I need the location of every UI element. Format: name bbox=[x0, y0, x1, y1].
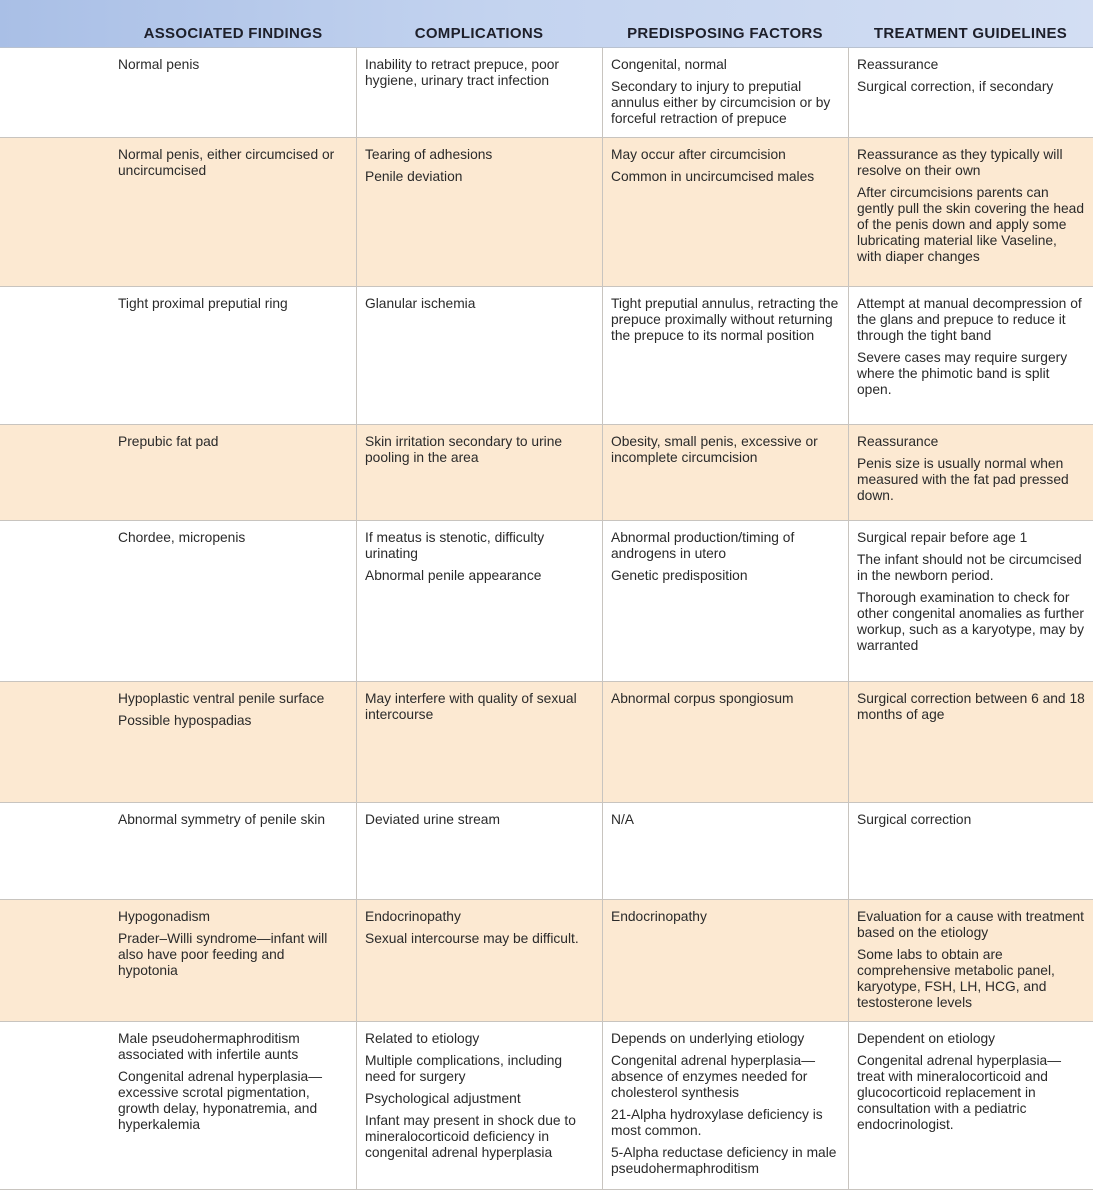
row-gutter bbox=[0, 287, 110, 424]
cell-paragraph: Normal penis bbox=[118, 57, 200, 72]
header-treatment-guidelines: TREATMENT GUIDELINES bbox=[873, 25, 1068, 42]
table-header bbox=[0, 0, 1093, 48]
row-gutter bbox=[0, 48, 110, 137]
cell-paragraph: Severe cases may require surgery where the phimotic band is split open. bbox=[857, 350, 1068, 397]
cell-paragraph: Dependent on etiology bbox=[857, 1031, 996, 1046]
cell-paragraph: Penis size is usually normal when measured with the fat pad pressed down. bbox=[857, 456, 1069, 503]
cell-treatment-guidelines bbox=[848, 900, 1093, 1021]
cell-paragraph: Secondary to injury to preputial annulus either by circumcision or by forceful retraction of prepuce bbox=[611, 79, 831, 126]
cell-paragraph: Abnormal production/timing of androgens in utero bbox=[611, 530, 795, 561]
cell-paragraph: Deviated urine stream bbox=[365, 812, 500, 827]
cell-paragraph: Normal penis, either circumcised or uncircumcised bbox=[118, 147, 335, 178]
cell-paragraph: If meatus is stenotic, difficulty urinating bbox=[365, 530, 545, 561]
table-row bbox=[0, 425, 1093, 521]
header-complications: COMPLICATIONS bbox=[414, 25, 544, 42]
cell-paragraph: Sexual intercourse may be difficult. bbox=[365, 931, 579, 946]
cell-predisposing-factors bbox=[602, 682, 848, 802]
row-gutter bbox=[0, 803, 110, 899]
header-associated-findings: ASSOCIATED FINDINGS bbox=[143, 25, 323, 42]
row-gutter bbox=[0, 900, 110, 1021]
table-row bbox=[0, 900, 1093, 1022]
table-body bbox=[0, 48, 1093, 1190]
cell-paragraph: Psychological adjustment bbox=[365, 1091, 521, 1106]
cell-treatment-guidelines bbox=[848, 138, 1093, 286]
cell-paragraph: Surgical correction, if secondary bbox=[857, 79, 1054, 94]
cell-treatment-guidelines bbox=[848, 425, 1093, 520]
cell-treatment-guidelines bbox=[848, 803, 1093, 899]
cell-paragraph: Multiple complications, including need for surgery bbox=[365, 1053, 563, 1084]
table-row bbox=[0, 138, 1093, 287]
cell-paragraph: Genetic predisposition bbox=[611, 568, 748, 583]
cell-paragraph: Tight proximal preputial ring bbox=[118, 296, 288, 311]
cell-paragraph: Prader–Willi syndrome—infant will also have poor feeding and hypotonia bbox=[118, 931, 328, 978]
cell-associated-findings bbox=[110, 803, 356, 899]
cell-treatment-guidelines bbox=[848, 521, 1093, 681]
cell-paragraph: Obesity, small penis, excessive or incomplete circumcision bbox=[611, 434, 818, 465]
cell-associated-findings bbox=[110, 900, 356, 1021]
cell-associated-findings bbox=[110, 138, 356, 286]
cell-paragraph: Inability to retract prepuce, poor hygiene, urinary tract infection bbox=[365, 57, 560, 88]
cell-paragraph: Congenital, normal bbox=[611, 57, 727, 72]
cell-complications bbox=[356, 682, 602, 802]
cell-paragraph: Reassurance bbox=[857, 434, 939, 449]
table-row bbox=[0, 287, 1093, 425]
cell-complications bbox=[356, 48, 602, 137]
header-gutter bbox=[0, 0, 110, 47]
cell-associated-findings bbox=[110, 1022, 356, 1189]
cell-paragraph: Congenital adrenal hyperplasia—absence of enzymes needed for cholesterol synthesis bbox=[611, 1053, 816, 1100]
cell-associated-findings bbox=[110, 287, 356, 424]
row-gutter bbox=[0, 425, 110, 520]
cell-paragraph: Related to etiology bbox=[365, 1031, 480, 1046]
cell-paragraph: Common in uncircumcised males bbox=[611, 169, 815, 184]
cell-paragraph: Possible hypospadias bbox=[118, 713, 252, 728]
cell-paragraph: Congenital adrenal hyperplasia—excessive scrotal pigmentation, growth delay, hyponatremia, and hyperkalemia bbox=[118, 1069, 323, 1132]
cell-paragraph: May interfere with quality of sexual intercourse bbox=[365, 691, 577, 722]
cell-complications bbox=[356, 900, 602, 1021]
cell-paragraph: Thorough examination to check for other congenital anomalies as further workup, such as a karyotype, may by warranted bbox=[857, 590, 1085, 653]
cell-paragraph: 5-Alpha reductase deficiency in male pseudohermaphroditism bbox=[611, 1145, 837, 1176]
cell-paragraph: N/A bbox=[611, 812, 634, 827]
cell-treatment-guidelines bbox=[848, 287, 1093, 424]
cell-paragraph: Skin irritation secondary to urine pooling in the area bbox=[365, 434, 563, 465]
table-row bbox=[0, 521, 1093, 682]
cell-paragraph: The infant should not be circumcised in the newborn period. bbox=[857, 552, 1082, 583]
cell-paragraph: Penile deviation bbox=[365, 169, 463, 184]
cell-paragraph: Abnormal penile appearance bbox=[365, 568, 542, 583]
cell-paragraph: Chordee, micropenis bbox=[118, 530, 246, 545]
cell-paragraph: Surgical correction bbox=[857, 812, 972, 827]
cell-treatment-guidelines bbox=[848, 682, 1093, 802]
cell-paragraph: Infant may present in shock due to mineralocorticoid deficiency in congenital adrenal hyperplasia bbox=[365, 1113, 576, 1160]
cell-paragraph: Endocrinopathy bbox=[611, 909, 707, 924]
cell-predisposing-factors bbox=[602, 803, 848, 899]
cell-paragraph: Some labs to obtain are comprehensive metabolic panel, karyotype, FSH, LH, HCG, and testosterone levels bbox=[857, 947, 1055, 1010]
cell-paragraph: Male pseudohermaphroditism associated with infertile aunts bbox=[118, 1031, 300, 1062]
cell-paragraph: Tearing of adhesions bbox=[365, 147, 493, 162]
cell-paragraph: Endocrinopathy bbox=[365, 909, 461, 924]
cell-paragraph: Hypogonadism bbox=[118, 909, 211, 924]
cell-paragraph: Reassurance as they typically will resolve on their own bbox=[857, 147, 1063, 178]
cell-paragraph: Depends on underlying etiology bbox=[611, 1031, 805, 1046]
cell-predisposing-factors bbox=[602, 521, 848, 681]
table-row bbox=[0, 1022, 1093, 1190]
cell-predisposing-factors bbox=[602, 1022, 848, 1189]
cell-complications bbox=[356, 803, 602, 899]
cell-paragraph: Tight preputial annulus, retracting the prepuce proximally without returning the prepuce to its normal position bbox=[611, 296, 839, 343]
cell-paragraph: May occur after circumcision bbox=[611, 147, 786, 162]
table-row bbox=[0, 48, 1093, 138]
cell-complications bbox=[356, 425, 602, 520]
row-gutter bbox=[0, 682, 110, 802]
cell-associated-findings bbox=[110, 425, 356, 520]
cell-paragraph: Evaluation for a cause with treatment based on the etiology bbox=[857, 909, 1085, 940]
cell-complications bbox=[356, 287, 602, 424]
cell-paragraph: Surgical repair before age 1 bbox=[857, 530, 1028, 545]
cell-complications bbox=[356, 521, 602, 681]
cell-paragraph: Congenital adrenal hyperplasia—treat with mineralocorticoid and glucocorticoid replacement in consultation with a pediatric endocrinologist. bbox=[857, 1053, 1062, 1132]
cell-predisposing-factors bbox=[602, 48, 848, 137]
cell-associated-findings bbox=[110, 521, 356, 681]
cell-paragraph: Glanular ischemia bbox=[365, 296, 476, 311]
cell-paragraph: Abnormal corpus spongiosum bbox=[611, 691, 794, 706]
row-gutter bbox=[0, 138, 110, 286]
row-gutter bbox=[0, 1022, 110, 1189]
cell-paragraph: Reassurance bbox=[857, 57, 939, 72]
cell-predisposing-factors bbox=[602, 425, 848, 520]
cell-complications bbox=[356, 1022, 602, 1189]
cell-paragraph: 21-Alpha hydroxylase deficiency is most common. bbox=[611, 1107, 823, 1138]
header-predisposing-factors: PREDISPOSING FACTORS bbox=[627, 25, 823, 42]
cell-paragraph: Hypoplastic ventral penile surface bbox=[118, 691, 325, 706]
cell-predisposing-factors bbox=[602, 138, 848, 286]
cell-treatment-guidelines bbox=[848, 48, 1093, 137]
table-row bbox=[0, 803, 1093, 900]
table-row bbox=[0, 682, 1093, 803]
cell-paragraph: Prepubic fat pad bbox=[118, 434, 219, 449]
cell-treatment-guidelines bbox=[848, 1022, 1093, 1189]
cell-paragraph: Abnormal symmetry of penile skin bbox=[118, 812, 326, 827]
cell-predisposing-factors bbox=[602, 287, 848, 424]
cell-associated-findings bbox=[110, 682, 356, 802]
cell-paragraph: After circumcisions parents can gently pull the skin covering the head of the penis down and apply some lubricating material like Vaseline, with diaper changes bbox=[857, 185, 1085, 264]
cell-associated-findings bbox=[110, 48, 356, 137]
cell-paragraph: Attempt at manual decompression of the glans and prepuce to reduce it through the tight band bbox=[857, 296, 1082, 343]
cell-predisposing-factors bbox=[602, 900, 848, 1021]
row-gutter bbox=[0, 521, 110, 681]
cell-paragraph: Surgical correction between 6 and 18 months of age bbox=[857, 691, 1085, 722]
cell-complications bbox=[356, 138, 602, 286]
